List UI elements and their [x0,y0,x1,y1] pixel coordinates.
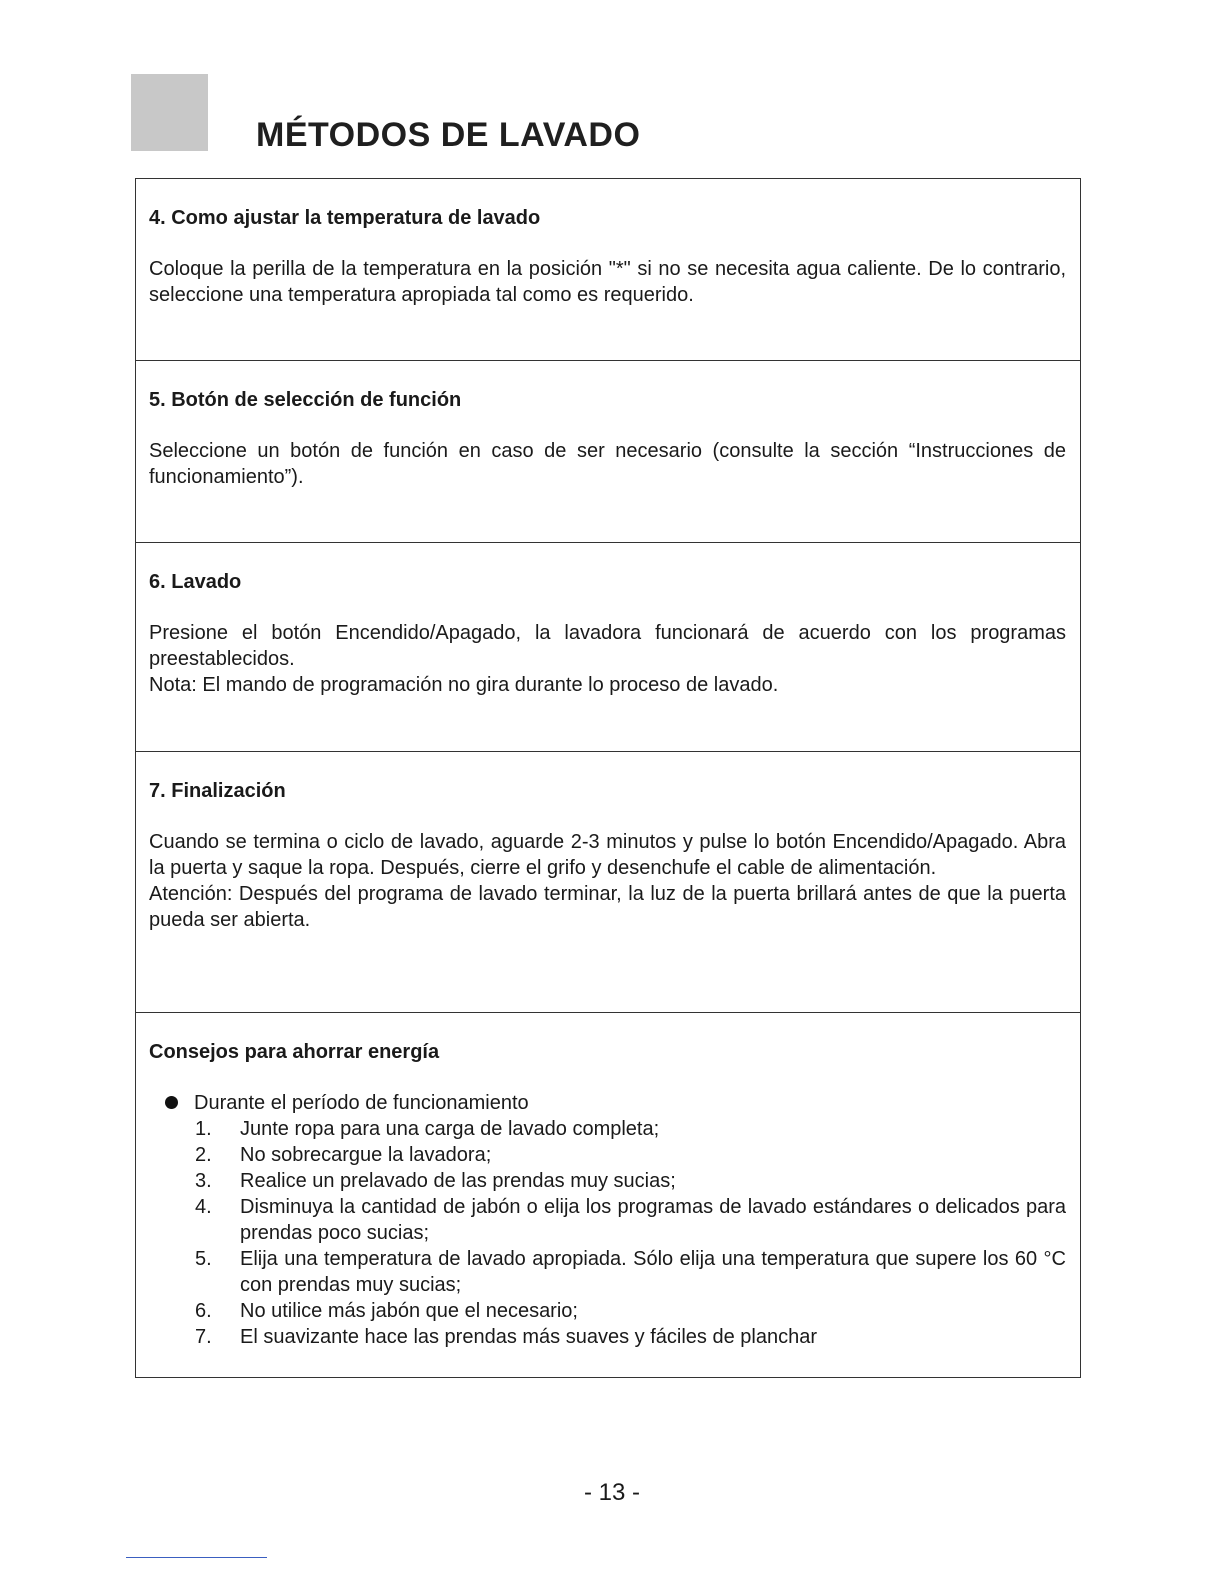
section-marker-block [131,74,208,151]
page-title: MÉTODOS DE LAVADO [256,116,641,154]
paragraph: Coloque la perilla de la temperatura en la posición "*" si no se necesita agua caliente. De lo contrario, seleccione una temperatura apropiada tal como es requerido. [149,258,1066,306]
list-number: 5. [195,1248,212,1270]
list-item [149,1168,1066,1194]
list-text: Elija una temperatura de lavado apropiada. Sólo elija una temperatura que supere los 60 °C con prendas muy sucias; [240,1248,1066,1296]
list-text: Realice un prelavado de las prendas muy sucias; [240,1170,676,1192]
section-energy-tips [136,1013,1080,1377]
section-washing [136,543,1080,752]
section-heading: 5. Botón de selección de función [149,389,462,411]
bullet-text: Durante el período de funcionamiento [194,1092,529,1114]
list-item [149,1194,1066,1246]
list-item [149,1298,1066,1324]
paragraph: Cuando se termina o ciclo de lavado, aguarde 2-3 minutos y pulse lo botón Encendido/Apagado. Abra la puerta y saque la ropa. Después, cierre el grifo y desenchufe el cable de alimentación. [149,831,1066,879]
note-paragraph: Nota: El mando de programación no gira durante lo proceso de lavado. [149,674,779,696]
section-finishing [136,752,1080,1013]
section-heading: 7. Finalización [149,780,286,802]
list-number: 4. [195,1196,212,1218]
page-number: - 13 - [583,1479,640,1506]
paragraph: Presione el botón Encendido/Apagado, la lavadora funcionará de acuerdo con los programas preestablecidos. [149,622,1066,670]
section-heading: 6. Lavado [149,571,242,593]
list-item [149,1324,1066,1350]
list-number: 1. [195,1118,212,1140]
attention-paragraph: Atención: Después del programa de lavado terminar, la luz de la puerta brillará antes de que la puerta pueda ser abierta. [149,883,1066,931]
list-item [149,1116,1066,1142]
section-body [149,829,1066,933]
list-text: El suavizante hace las prendas más suaves y fáciles de planchar [240,1326,817,1348]
section-function-button [136,361,1080,543]
content-box [135,178,1081,1378]
list-text: Disminuya la cantidad de jabón o elija los programas de lavado estándares o delicados para prendas poco sucias; [240,1196,1066,1244]
list-number: 2. [195,1144,212,1166]
section-temperature [136,179,1080,361]
paragraph: Seleccione un botón de función en caso de ser necesario (consulte la sección “Instrucciones de funcionamiento”). [149,440,1066,488]
list-item [149,1246,1066,1298]
list-item [149,1142,1066,1168]
list-text: No utilice más jabón que el necesario; [240,1300,578,1322]
bullet-item [149,1090,1066,1116]
list-text: Junte ropa para una carga de lavado completa; [240,1118,660,1140]
list-number: 7. [195,1326,212,1348]
section-heading: 4. Como ajustar la temperatura de lavado [149,207,541,229]
list-number: 6. [195,1300,212,1322]
tips-list [149,1116,1066,1350]
section-body [149,438,1066,490]
footer-divider [126,1557,267,1558]
bullet-icon [165,1096,178,1109]
section-body [149,620,1066,698]
section-heading: Consejos para ahorrar energía [149,1041,440,1063]
list-text: No sobrecargue la lavadora; [240,1144,492,1166]
section-body [149,256,1066,308]
list-number: 3. [195,1170,212,1192]
